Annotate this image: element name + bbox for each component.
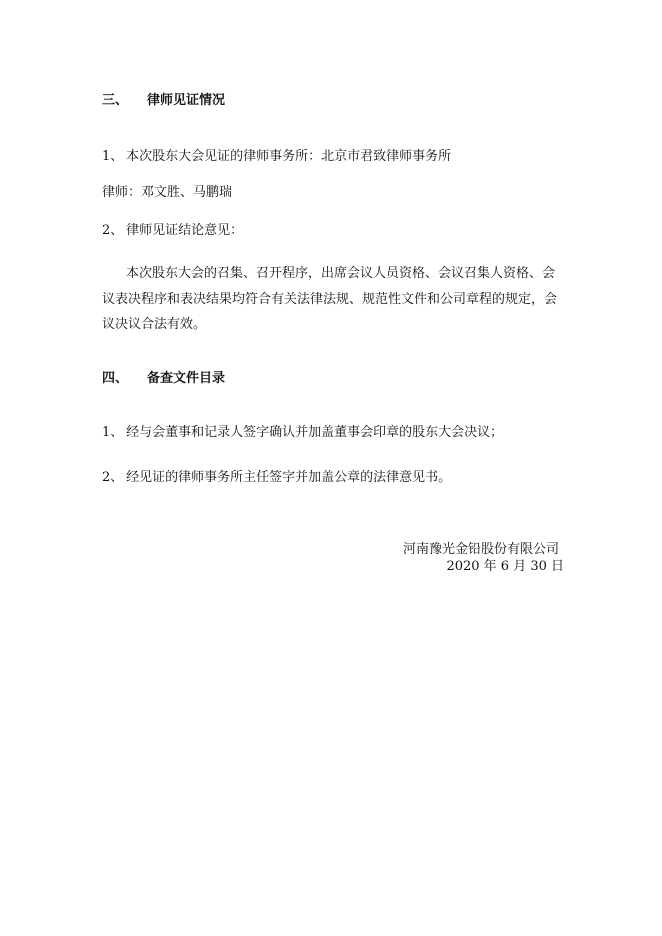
section-3-number: 三、 [102, 93, 129, 108]
section-4-item-2 [102, 469, 451, 487]
section-4-heading [102, 370, 225, 388]
signature-company: 河南豫光金铅股份有限公司 [402, 542, 559, 557]
section-3-item-2 [102, 222, 243, 240]
section-3-item-2-number: 2、 [102, 223, 124, 238]
section-3-item-1-number: 1、 [102, 149, 124, 164]
section-3-item-1-text: 本次股东大会见证的律师事务所：北京市君致律师事务所 [126, 149, 452, 164]
opinion-line-1: 本次股东大会的召集、召开程序，出席会议人员资格、会议召集人资格、会 [126, 266, 556, 281]
signature-date: 2020 年 6 月 30 日 [446, 559, 564, 574]
section-4-item-2-number: 2、 [102, 470, 124, 485]
section-3-item-1 [102, 148, 451, 166]
section-3-heading [102, 92, 225, 110]
section-3-title: 律师见证情况 [147, 93, 226, 108]
section-3-item-2-text: 律师见证结论意见： [126, 223, 244, 238]
section-4-item-1 [102, 424, 503, 442]
lawyers-line: 律师：邓文胜、马鹏瑞 [102, 185, 233, 200]
opinion-line-2: 议表决程序和表决结果均符合有关法律法规、规范性文件和公司章程的规定，会 [102, 292, 558, 307]
section-4-item-1-text: 经与会董事和记录人签字确认并加盖董事会印章的股东大会决议； [126, 425, 504, 440]
section-4-item-1-number: 1、 [102, 425, 124, 440]
section-4-item-2-text: 经见证的律师事务所主任签字并加盖公章的法律意见书。 [126, 470, 452, 485]
opinion-line-3: 议决议合法有效。 [102, 317, 207, 332]
section-4-title: 备查文件目录 [147, 371, 226, 386]
section-4-number: 四、 [102, 371, 129, 386]
